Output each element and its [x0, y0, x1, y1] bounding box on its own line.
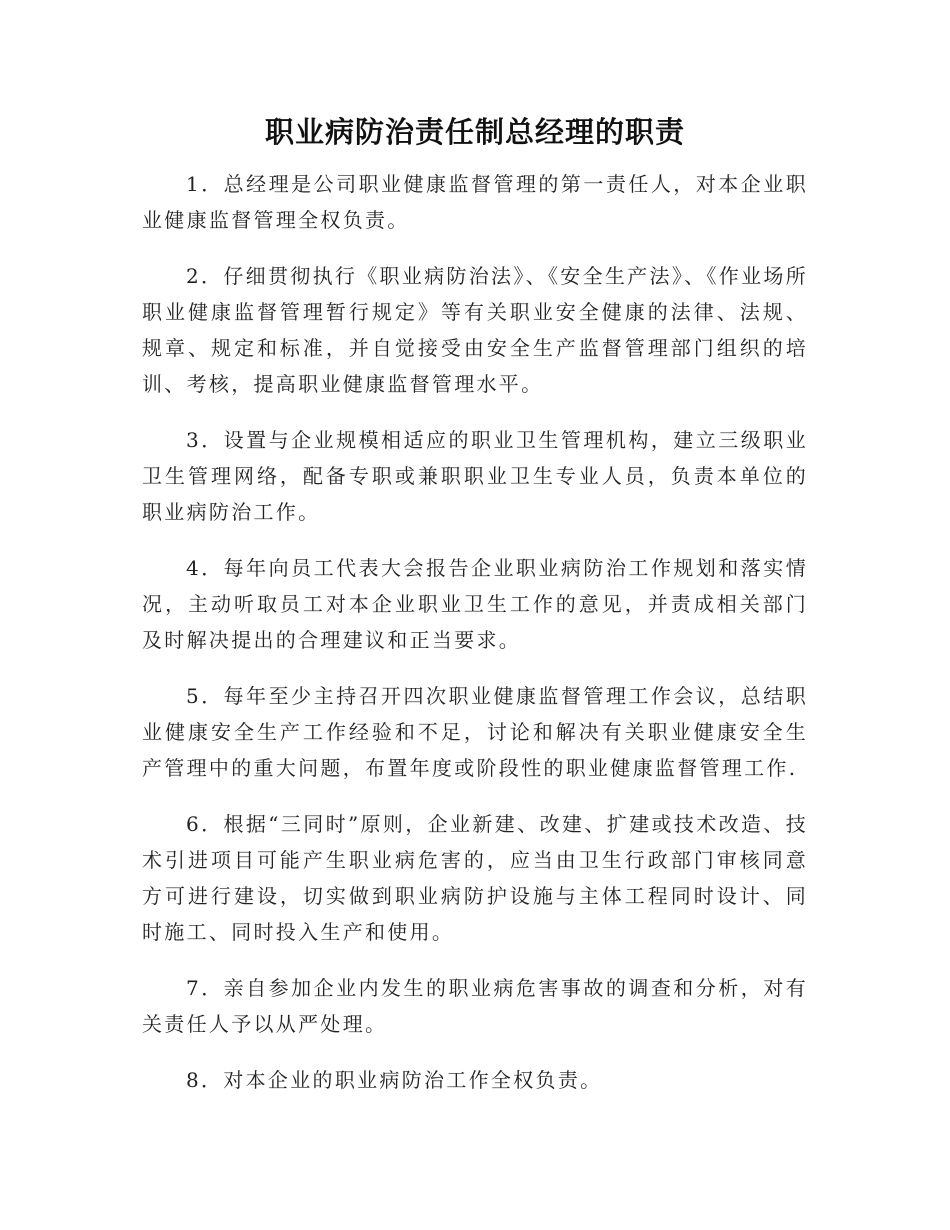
paragraph-1: 1．总经理是公司职业健康监督管理的第一责任人，对本企业职业健康监督管理全权负责。 — [142, 172, 808, 232]
document-body — [142, 166, 808, 1118]
paragraph-7: 7．亲自参加企业内发生的职业病危害事故的调查和分析，对有关责任人予以从严处理。 — [142, 976, 808, 1036]
paragraph-3: 3．设置与企业规模相适应的职业卫生管理机构，建立三级职业卫生管理网络，配备专职或兼职职业卫生专业人员，负责本单位的职业病防治工作。 — [142, 428, 808, 524]
paragraph-6: 6．根据“三同时”原则，企业新建、改建、扩建或技术改造、技术引进项目可能产生职业病危害的，应当由卫生行政部门审核同意方可进行建设，切实做到职业病防护设施与主体工程同时设计、同时施工、同时投入生产和使用。 — [142, 812, 808, 944]
paragraph-4: 4．每年向员工代表大会报告企业职业病防治工作规划和落实情况，主动听取员工对本企业职业卫生工作的意见，并责成相关部门及时解决提出的合理建议和正当要求。 — [142, 556, 808, 652]
paragraph-8: 8．对本企业的职业病防治工作全权负责。 — [186, 1068, 603, 1092]
paragraph-5: 5．每年至少主持召开四次职业健康监督管理工作会议，总结职业健康安全生产工作经验和不足，讨论和解决有关职业健康安全生产管理中的重大问题，布置年度或阶段性的职业健康监督管理工作. — [142, 684, 808, 780]
paragraph-2: 2．仔细贯彻执行《职业病防治法》、《安全生产法》、《作业场所职业健康监督管理暂行规定》等有关职业安全健康的法律、法规、规章、规定和标准，并自觉接受由安全生产监督管理部门组织的培训、考核，提高职业健康监督管理水平。 — [142, 264, 808, 396]
document-title: 职业病防治责任制总经理的职责 — [264, 115, 685, 149]
